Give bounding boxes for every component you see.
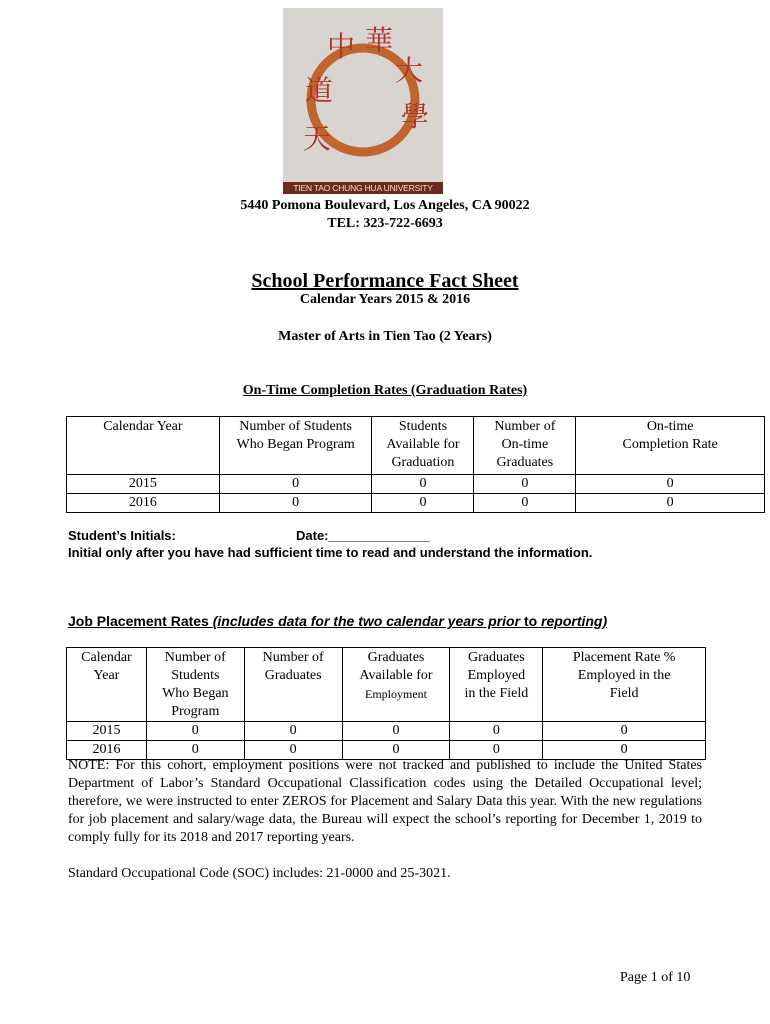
- header-calendar-year: Calendar Year: [67, 417, 220, 475]
- header-calendar-year: Calendar Year: [67, 648, 147, 722]
- header-employed-field: Graduates Employed in the Field: [450, 648, 543, 722]
- logo-char-3: 中: [327, 30, 356, 63]
- table-row: [67, 494, 765, 513]
- logo-char-1: 天: [303, 122, 332, 155]
- table-header-row: [67, 648, 706, 722]
- header-placement-rate: Placement Rate % Employed in the Field: [543, 648, 706, 722]
- table-cell: 0: [543, 722, 706, 741]
- table-cell: 2016: [67, 741, 147, 760]
- table-row: [67, 722, 706, 741]
- completion-rates-table: [66, 416, 765, 513]
- logo-char-6: 學: [401, 100, 430, 133]
- calendar-years: Calendar Years 2015 & 2016: [299, 292, 471, 307]
- table-cell: 2016: [67, 494, 220, 513]
- table-cell: 0: [342, 741, 450, 760]
- table-cell: 0: [219, 475, 372, 494]
- date-field[interactable]: Date:______________: [296, 528, 430, 543]
- logo-char-5: 大: [395, 54, 424, 87]
- header-completion-rate: On-time Completion Rate: [576, 417, 765, 475]
- logo-banner: TIEN TAO CHUNG HUA UNIVERSITY: [283, 182, 443, 194]
- table-cell: 0: [372, 494, 474, 513]
- logo-char-2: 道: [305, 74, 334, 107]
- program-name: Master of Arts in Tien Tao (2 Years): [278, 329, 492, 344]
- initials-instruction: Initial only after you have had sufficient time to read and understand the information.: [68, 545, 593, 560]
- header-graduates: Number of Graduates: [244, 648, 342, 722]
- table-cell: 0: [543, 741, 706, 760]
- table-cell: 0: [342, 722, 450, 741]
- table-header-row: [67, 417, 765, 475]
- completion-section-title: On-Time Completion Rates (Graduation Rates): [242, 383, 528, 398]
- logo-char-4: 華: [365, 24, 394, 57]
- job-placement-table: [66, 647, 706, 760]
- header-available-graduation: Students Available for Graduation: [372, 417, 474, 475]
- table-cell: 0: [146, 722, 244, 741]
- job-placement-title: Job Placement Rates (includes data for the two calendar years prior to reporting): [68, 613, 608, 629]
- table-cell: 0: [474, 475, 576, 494]
- table-cell: 0: [372, 475, 474, 494]
- table-cell: 0: [450, 722, 543, 741]
- table-row: [67, 475, 765, 494]
- cohort-note: NOTE: For this cohort, employment positions were not tracked and published to include the United States Department of Labor’s Standard Occupational Classification codes using the Detailed Occupational level; therefore, we were instructed to enter ZEROS for Placement and Salary Data this year. With the new regulations for job placement and salary/wage data, the Bureau will expect the school’s reporting for December 1, 2019 to comply fully for its 2018 and 2017 reporting years.: [68, 758, 702, 845]
- header-students-began: Number of Students Who Began Program: [146, 648, 244, 722]
- initials-label: Student’s Initials:: [68, 528, 176, 543]
- table-cell: 0: [576, 494, 765, 513]
- table-cell: 0: [450, 741, 543, 760]
- table-cell: 0: [244, 741, 342, 760]
- table-cell: 0: [576, 475, 765, 494]
- table-cell: 0: [474, 494, 576, 513]
- soc-codes: Standard Occupational Code (SOC) includes: 21-0000 and 25-3021.: [68, 866, 451, 881]
- university-logo: [283, 8, 443, 194]
- page-number: Page 1 of 10: [620, 970, 691, 985]
- logo-emblem: [283, 8, 443, 182]
- page-title: School Performance Fact Sheet: [251, 270, 519, 292]
- header-students-began: Number of Students Who Began Program: [219, 417, 372, 475]
- table-cell: 0: [219, 494, 372, 513]
- table-cell: 2015: [67, 722, 147, 741]
- table-cell: 0: [146, 741, 244, 760]
- header-available-employment: Graduates Available for Employment: [342, 648, 450, 722]
- address: 5440 Pomona Boulevard, Los Angeles, CA 90022: [240, 198, 530, 213]
- header-ontime-graduates: Number of On-time Graduates: [474, 417, 576, 475]
- table-cell: 0: [244, 722, 342, 741]
- telephone: TEL: 323-722-6693: [327, 216, 443, 231]
- table-cell: 2015: [67, 475, 220, 494]
